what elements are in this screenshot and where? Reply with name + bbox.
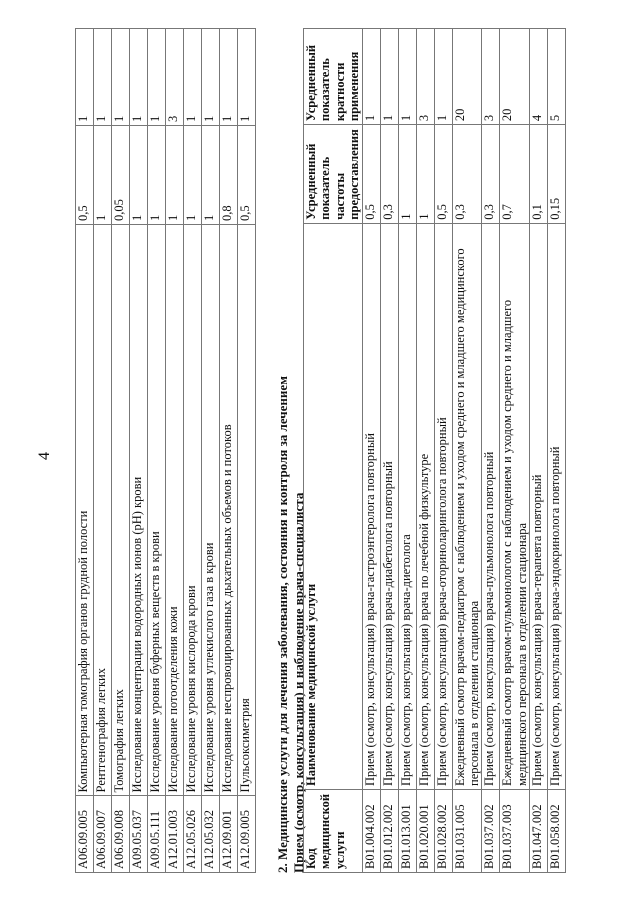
service-code: A12.01.003	[166, 796, 184, 873]
frequency-value: 0,15	[548, 125, 566, 224]
service-name: Ежедневный осмотр врачом-пульмонологом с наблюдением и уходом среднего и младшего медицинского персонала в отделении стационара	[500, 223, 530, 789]
service-code: A06.09.005	[76, 796, 94, 873]
table-row	[112, 29, 130, 873]
service-name: Ежедневный осмотр врачом-педиатром с наблюдением и уходом среднего и младшего медицинского персонала в отделении стационара	[452, 223, 482, 789]
service-code: A09.05.037	[130, 796, 148, 873]
table-row	[380, 29, 398, 873]
rotated-page	[35, 28, 615, 873]
frequency-value: 1	[202, 125, 220, 224]
header-code: Код медицинской услуги	[304, 790, 363, 873]
multiplicity-value: 1	[94, 29, 112, 126]
services-table-1	[75, 28, 256, 873]
service-name: Исследование неспровоцированных дыхательных объемов и потоков	[220, 224, 238, 796]
frequency-value: 0,5	[434, 125, 452, 224]
table-row	[238, 29, 256, 873]
service-code: B01.028.002	[434, 790, 452, 873]
frequency-value: 0,3	[482, 125, 500, 224]
service-name: Исследование уровня углекислого газа в крови	[202, 224, 220, 796]
section-subtitle: Прием (осмотр, консультация) и наблюдение врача-специалиста	[290, 492, 306, 873]
frequency-value: 1	[130, 125, 148, 224]
service-code: B01.020.001	[416, 790, 434, 873]
section-title: 2. Медицинские услуги для лечения заболевания, состояния и контроля за лечением	[275, 375, 290, 873]
table-row	[220, 29, 238, 873]
service-name: Прием (осмотр, консультация) врача-гастроэнтеролога повторный	[362, 223, 380, 789]
multiplicity-value: 1	[184, 29, 202, 126]
multiplicity-value: 1	[130, 29, 148, 126]
service-code: B01.037.002	[482, 790, 500, 873]
services-table-2	[303, 28, 566, 873]
service-name: Прием (осмотр, консультация) врача-терапевта повторный	[530, 223, 548, 789]
multiplicity-value: 1	[202, 29, 220, 126]
table-row	[76, 29, 94, 873]
multiplicity-value: 1	[112, 29, 130, 126]
service-code: B01.031.005	[452, 790, 482, 873]
frequency-value: 1	[416, 125, 434, 224]
service-code: B01.047.002	[530, 790, 548, 873]
page-number: 4	[36, 452, 53, 460]
header-frequency: Усредненный показатель частоты предоставления	[304, 125, 363, 224]
multiplicity-value: 1	[238, 29, 256, 126]
frequency-value: 0,1	[530, 125, 548, 224]
table-row	[148, 29, 166, 873]
frequency-value: 0,7	[500, 125, 530, 224]
service-name: Компьютерная томография органов грудной полости	[76, 224, 94, 796]
service-name: Исследование концентрации водородных ионов (рН) крови	[130, 224, 148, 796]
table-row	[434, 29, 452, 873]
service-name: Томография легких	[112, 224, 130, 796]
service-code: A09.05.111	[148, 796, 166, 873]
service-code: B01.037.003	[500, 790, 530, 873]
multiplicity-value: 1	[76, 29, 94, 126]
service-name: Прием (осмотр, консультация) врача-диабетолога повторный	[380, 223, 398, 789]
service-name: Исследование уровня буферных веществ в крови	[148, 224, 166, 796]
service-code: A12.09.001	[220, 796, 238, 873]
multiplicity-value: 1	[148, 29, 166, 126]
multiplicity-value: 1	[220, 29, 238, 126]
header-multiplicity: Усредненный показатель кратности применения	[304, 29, 363, 125]
multiplicity-value: 5	[548, 29, 566, 125]
multiplicity-value: 3	[166, 29, 184, 126]
table-row	[166, 29, 184, 873]
service-name: Прием (осмотр, консультация) врача по лечебной физкультуре	[416, 223, 434, 789]
table-row	[398, 29, 416, 873]
table-row	[362, 29, 380, 873]
frequency-value: 0,5	[362, 125, 380, 224]
multiplicity-value: 4	[530, 29, 548, 125]
frequency-value: 0,3	[452, 125, 482, 224]
table-row	[416, 29, 434, 873]
multiplicity-value: 1	[398, 29, 416, 125]
service-name: Пульсоксиметрия	[238, 224, 256, 796]
table-row	[452, 29, 482, 873]
service-code: A06.09.008	[112, 796, 130, 873]
frequency-value: 0,5	[238, 125, 256, 224]
multiplicity-value: 1	[434, 29, 452, 125]
frequency-value: 1	[94, 125, 112, 224]
service-code: B01.058.002	[548, 790, 566, 873]
table-row	[530, 29, 548, 873]
service-code: A12.05.026	[184, 796, 202, 873]
table-row	[202, 29, 220, 873]
service-name: Прием (осмотр, консультация) врача-диетолога	[398, 223, 416, 789]
table-row	[548, 29, 566, 873]
service-code: B01.013.001	[398, 790, 416, 873]
service-name: Прием (осмотр, консультация) врача-пульмонолога повторный	[482, 223, 500, 789]
table-row	[94, 29, 112, 873]
frequency-value: 0,5	[76, 125, 94, 224]
service-code: A06.09.007	[94, 796, 112, 873]
table-row	[482, 29, 500, 873]
table-row	[500, 29, 530, 873]
frequency-value: 1	[184, 125, 202, 224]
header-name: Наименование медицинской услуги	[304, 223, 363, 789]
service-code: A12.05.032	[202, 796, 220, 873]
service-name: Исследование потоотделения кожи	[166, 224, 184, 796]
service-name: Прием (осмотр, консультация) врача-оториноларинголога повторный	[434, 223, 452, 789]
multiplicity-value: 1	[362, 29, 380, 125]
table-header-row	[304, 29, 363, 873]
multiplicity-value: 3	[482, 29, 500, 125]
frequency-value: 0,8	[220, 125, 238, 224]
multiplicity-value: 1	[380, 29, 398, 125]
table-row	[130, 29, 148, 873]
service-name: Исследование уровня кислорода крови	[184, 224, 202, 796]
service-code: A12.09.005	[238, 796, 256, 873]
frequency-value: 1	[398, 125, 416, 224]
multiplicity-value: 20	[452, 29, 482, 125]
section-heading	[275, 28, 306, 873]
frequency-value: 0,05	[112, 125, 130, 224]
service-code: B01.012.002	[380, 790, 398, 873]
frequency-value: 0,3	[380, 125, 398, 224]
frequency-value: 1	[166, 125, 184, 224]
table-row	[184, 29, 202, 873]
multiplicity-value: 3	[416, 29, 434, 125]
service-name: Рентгенография легких	[94, 224, 112, 796]
service-name: Прием (осмотр, консультация) врача-эндокринолога повторный	[548, 223, 566, 789]
service-code: B01.004.002	[362, 790, 380, 873]
multiplicity-value: 20	[500, 29, 530, 125]
frequency-value: 1	[148, 125, 166, 224]
